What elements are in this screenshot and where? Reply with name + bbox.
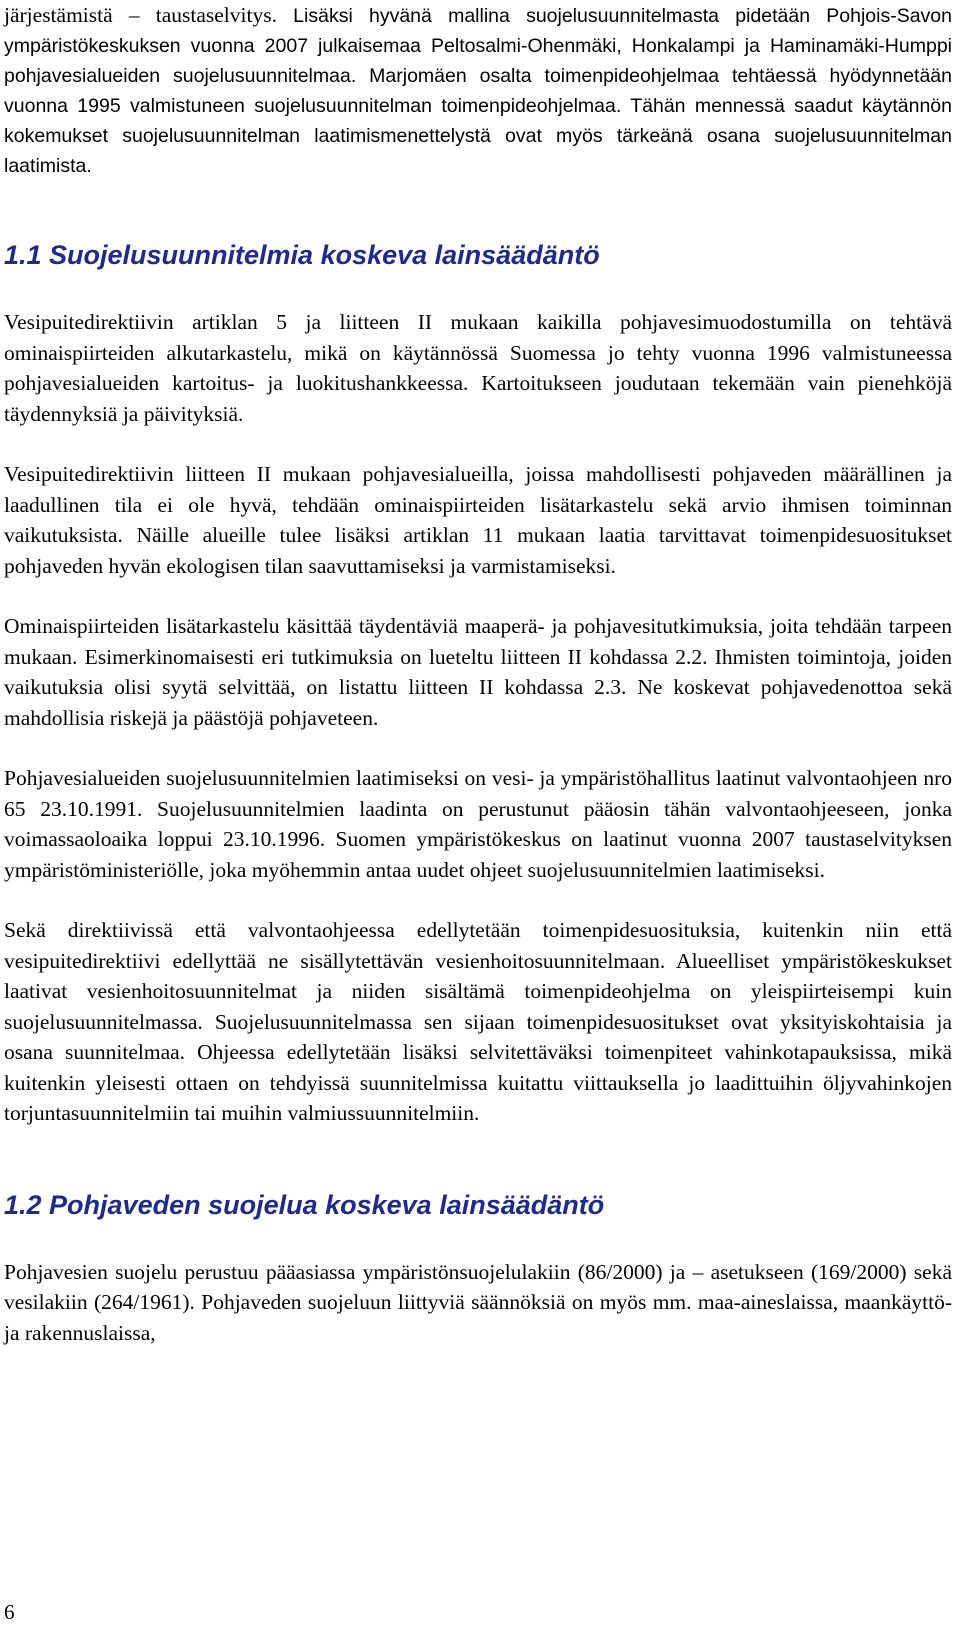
document-page — [4, 0, 952, 1348]
intro-paragraph — [4, 0, 952, 181]
section-heading-1-2: 1.2 Pohjaveden suojelua koskeva lainsäädäntö — [4, 1189, 605, 1220]
body-paragraph: Vesipuitedirektiivin artiklan 5 ja liitteen II mukaan kaikilla pohjavesimuodostumilla on tehtävä ominaispiirteiden alkutarkastelu, mikä on käytännössä Suomessa jo tehty vuonna 1996 valmistuneessa pohjavesialueiden kartoitus- ja luokitushankkeessa. Kartoitukseen joudutaan tekemään vain pienehköjä täydennyksiä ja päivityksiä. — [4, 310, 952, 426]
body-paragraph: Ominaispiirteiden lisätarkastelu käsittää täydentäviä maaperä- ja pohjavesitutkimuksia, joita tehdään tarpeen mukaan. Esimerkinomaisesti eri tutkimuksia on lueteltu liitteen II kohdassa 2.2. Ihmisten toimintoja, joiden vaikutuksia olisi syytä selvittää, on listattu liitteen II kohdassa 2.3. Ne koskevat pohjavedenottoa sekä mahdollisia riskejä ja päästöjä pohjaveteen. — [4, 614, 952, 730]
body-paragraph: Pohjavesialueiden suojelusuunnitelmien laatimiseksi on vesi- ja ympäristöhallitus laatinut valvontaohjeen nro 65 23.10.1991. Suojelusuunnitelmien laadinta on perustunut pääosin tähän valvontaohjeeseen, jonka voimassaoloaika loppui 23.10.1996. Suomen ympäristökeskus on laatinut vuonna 2007 taustaselvityksen ympäristöministeriölle, joka myöhemmin antaa uudet ohjeet suojelusuunnitelmien laatimiseksi. — [4, 766, 952, 882]
intro-sans-run: Lisäksi hyvänä mallina suojelusuunnitelmasta pidetään Pohjois-Savon ympäristökeskuksen vuonna 2007 julkaisemaa Peltosalmi-Ohenmäki, Honkalampi ja Haminamäki-Humppi pohjavesialueiden suojelusuunnitelmaa. Marjomäen osalta toimenpideohjelmaa tehtäessä hyödynnetään vuonna 1995 valmistuneen suojelusuunnitelman toimenpideohjelmaa. Tähän mennessä saadut käytännön kokemukset suojelusuunnitelman laatimismenettelystä ovat myös tärkeänä osana suojelusuunnitelman laatimista. — [4, 5, 952, 177]
section-heading-1-1: 1.1 Suojelusuunnitelmia koskeva lainsäädäntö — [4, 240, 600, 270]
body-paragraph: Pohjavesien suojelu perustuu pääasiassa ympäristönsuojelulakiin (86/2000) ja – asetukseen (169/2000) sekä vesilakiin (264/1961). Pohjaveden suojeluun liittyviä säännöksiä on myös mm. maa-aineslaissa, maankäyttö- ja rakennuslaissa, — [4, 1259, 952, 1345]
body-paragraph: Sekä direktiivissä että valvontaohjeessa edellytetään toimenpidesuosituksia, kuitenkin niin että vesipuitedirektiivi edellyttää ne sisällytettävän vesienhoitosuunnitelmaan. Alueelliset ympäristökeskukset laativat vesienhoitosuunnitelmat ja niiden sisältämä toimenpideohjelma on yleispiirteisempi kuin suojelusuunnitelmassa. Suojelusuunnitelmassa sen sijaan toimenpidesuositukset ovat yksityiskohtaisia ja osana suunnitelmaa. Ohjeessa edellytetään lisäksi selvitettäväksi toimenpiteet vahinkotapauksissa, mikä kuitenkin yleisesti ottaen on tehdyissä suunnitelmissa kuitattu viittauksella jo laadittuihin öljyvahinkojen torjuntasuunnitelmiin tai muihin valmiussuunnitelmiin. — [4, 918, 952, 1125]
page-number: 6 — [4, 1600, 15, 1624]
section-1-1-body — [4, 307, 952, 1129]
body-paragraph: Vesipuitedirektiivin liitteen II mukaan pohjavesialueilla, joissa mahdollisesti pohjaveden määrällinen ja laadullinen tila ei ole hyvä, tehdään ominaispiirteiden lisätarkastelu sekä arvio ihmisen toiminnan vaikutuksista. Näille alueille tulee lisäksi artiklan 11 mukaan laatia tarvittavat toimenpidesuositukset pohjaveden hyvän ekologisen tilan saavuttamiseksi ja varmistamiseksi. — [4, 462, 952, 578]
section-1-2-body — [4, 1257, 952, 1349]
intro-serif-run: järjestämistä – taustaselvitys. — [4, 3, 277, 27]
